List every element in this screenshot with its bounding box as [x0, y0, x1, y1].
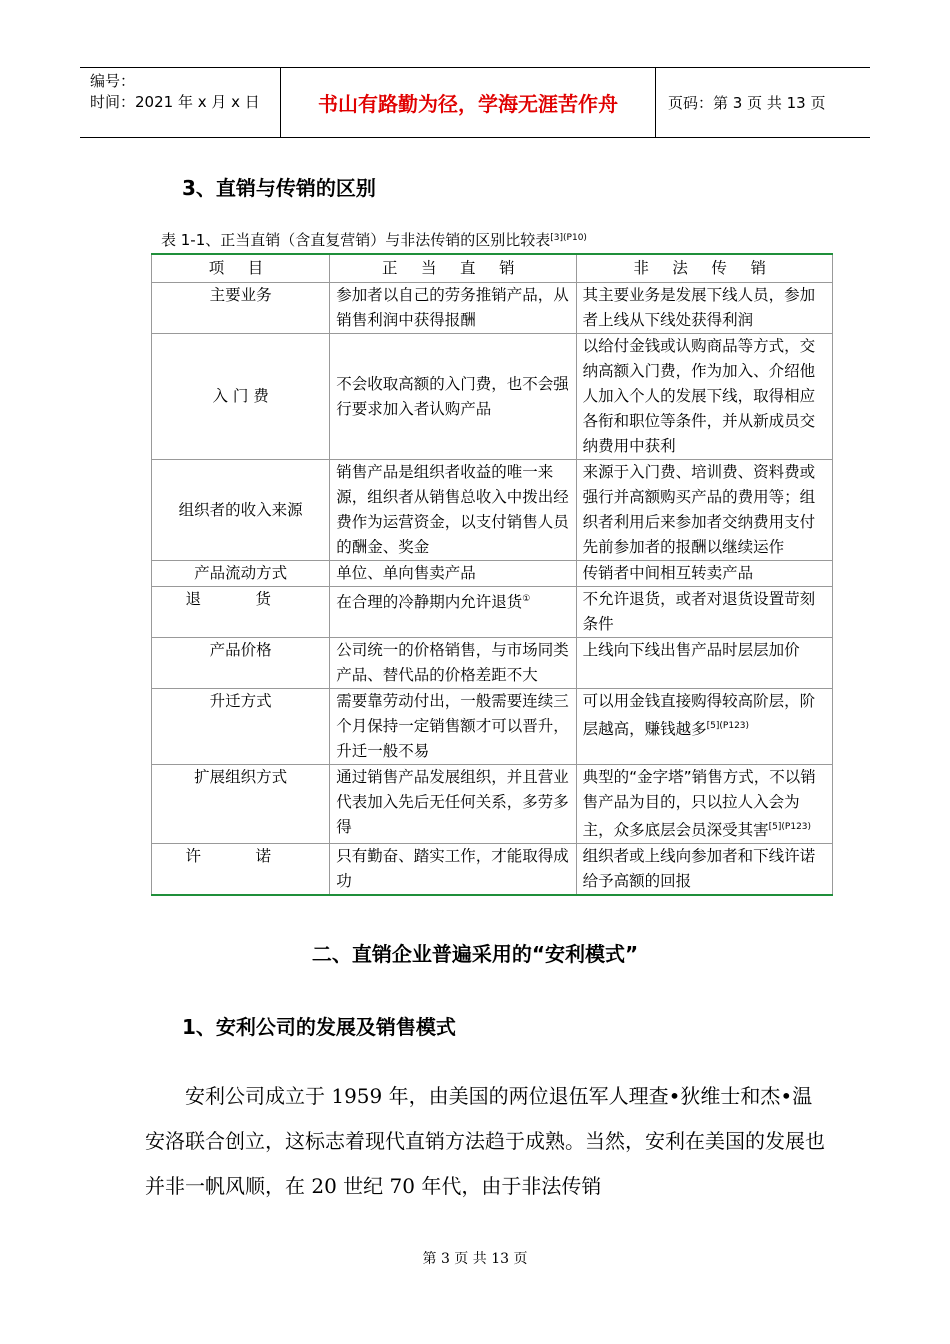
page-header: [80, 67, 870, 138]
body-paragraph: [145, 1074, 825, 1209]
row-legal-cell: [330, 587, 576, 638]
table-row: [152, 638, 833, 689]
row-item: 产品价格: [152, 638, 330, 689]
row-legal: 公司统一的价格销售，与市场同类产品、替代品的价格差距不大: [330, 638, 576, 689]
row-illegal: 可以用金钱直接购得较高阶层，阶层越高，赚钱越多: [582, 692, 816, 738]
part-2-title: 二、直销企业普遍采用的“安利模式”: [311, 942, 639, 966]
row-item: 产品流动方式: [152, 561, 330, 587]
table-row: [152, 334, 833, 460]
row-item: 扩展组织方式: [152, 765, 330, 844]
code-label: 编号：: [90, 72, 136, 90]
row-legal-ref: ①: [522, 594, 531, 604]
row-illegal-cell: [576, 765, 832, 844]
row-legal: 只有勤奋、踏实工作，才能取得成功: [330, 844, 576, 896]
time-label: 时间：2021 年 x 月 x 日: [90, 93, 260, 111]
row-item: 许 诺: [152, 844, 330, 896]
header-legal: 正 当 直 销: [330, 254, 576, 283]
row-legal: 不会收取高额的入门费，也不会强行要求加入者认购产品: [330, 334, 576, 460]
row-illegal: 以给付金钱或认购商品等方式，交纳高额入门费，作为加入、介绍他人加入个人的发展下线，取得相应各衔和职位等条件，并从新成员交纳费用中获利: [576, 334, 832, 460]
table-caption-text: 表 1-1、正当直销（含直复营销）与非法传销的区别比较表: [161, 231, 551, 249]
row-legal: 参加者以自己的劳务推销产品，从销售利润中获得报酬: [330, 283, 576, 334]
row-legal: 需要靠劳动付出，一般需要连续三个月保持一定销售额才可以晋升，升迁一般不易: [330, 689, 576, 765]
table-row: [152, 689, 833, 765]
header-page-info: 页码：第 3 页 共 13 页: [668, 94, 826, 112]
row-illegal: 典型的“金字塔”销售方式，不以销售产品为目的，只以拉人入会为主，众多底层会员深受其害: [582, 768, 816, 839]
section-1-title: 1、安利公司的发展及销售模式: [182, 1015, 456, 1039]
header-item: 项 目: [152, 254, 330, 283]
table-caption-ref: [3](P10): [550, 233, 587, 243]
table-header-row: [152, 254, 833, 283]
row-legal: 销售产品是组织者收益的唯一来源，组织者从销售总收入中拨出经费作为运营资金，以支付销售人员的酬金、奖金: [330, 460, 576, 561]
row-illegal: 其主要业务是发展下线人员，参加者上线从下线处获得利润: [576, 283, 832, 334]
row-legal: 通过销售产品发展组织，并且营业代表加入先后无任何关系，多劳多得: [330, 765, 576, 844]
header-illegal: 非 法 传 销: [576, 254, 832, 283]
row-legal: 单位、单向售卖产品: [330, 561, 576, 587]
row-illegal: 传销者中间相互转卖产品: [576, 561, 832, 587]
row-illegal: 来源于入门费、培训费、资料费或强行并高额购买产品的费用等；组织者利用后来参加者交纳费用支付先前参加者的报酬以继续运作: [576, 460, 832, 561]
row-illegal-cell: [576, 689, 832, 765]
row-item: 升迁方式: [152, 689, 330, 765]
body-paragraph-text: 安利公司成立于 1959 年，由美国的两位退伍军人理查•狄维士和杰•温安洛联合创立，这标志着现代直销方法趋于成熟。当然，安利在美国的发展也并非一帆风顺，在 20 世纪 70 年代，由于非法传销: [145, 1084, 825, 1198]
comparison-table: [151, 253, 833, 896]
row-illegal: 不允许退货，或者对退货设置苛刻条件: [576, 587, 832, 638]
row-illegal: 组织者或上线向参加者和下线许诺给予高额的回报: [576, 844, 832, 896]
page-footer: 第 3 页 共 13 页: [422, 1251, 528, 1267]
table-caption: [161, 229, 587, 250]
row-illegal-ref: [5](P123): [706, 721, 750, 731]
table-row: [152, 460, 833, 561]
row-item: 组织者的收入来源: [152, 460, 330, 561]
header-meta: [80, 68, 281, 137]
section-3-title: 3、直销与传销的区别: [182, 176, 376, 200]
table-row: [152, 765, 833, 844]
table-row: [152, 844, 833, 896]
row-legal: 在合理的冷静期内允许退货: [336, 593, 523, 611]
row-item: 入 门 费: [152, 334, 330, 460]
row-item: 主要业务: [152, 283, 330, 334]
table-row: [152, 587, 833, 638]
header-motto: 书山有路勤为径，学海无涯苦作舟: [281, 68, 656, 137]
row-item: 退 货: [152, 587, 330, 638]
table-row: [152, 561, 833, 587]
table-row: [152, 283, 833, 334]
row-illegal-ref: [5](P123): [768, 822, 812, 832]
row-illegal: 上线向下线出售产品时层层加价: [576, 638, 832, 689]
